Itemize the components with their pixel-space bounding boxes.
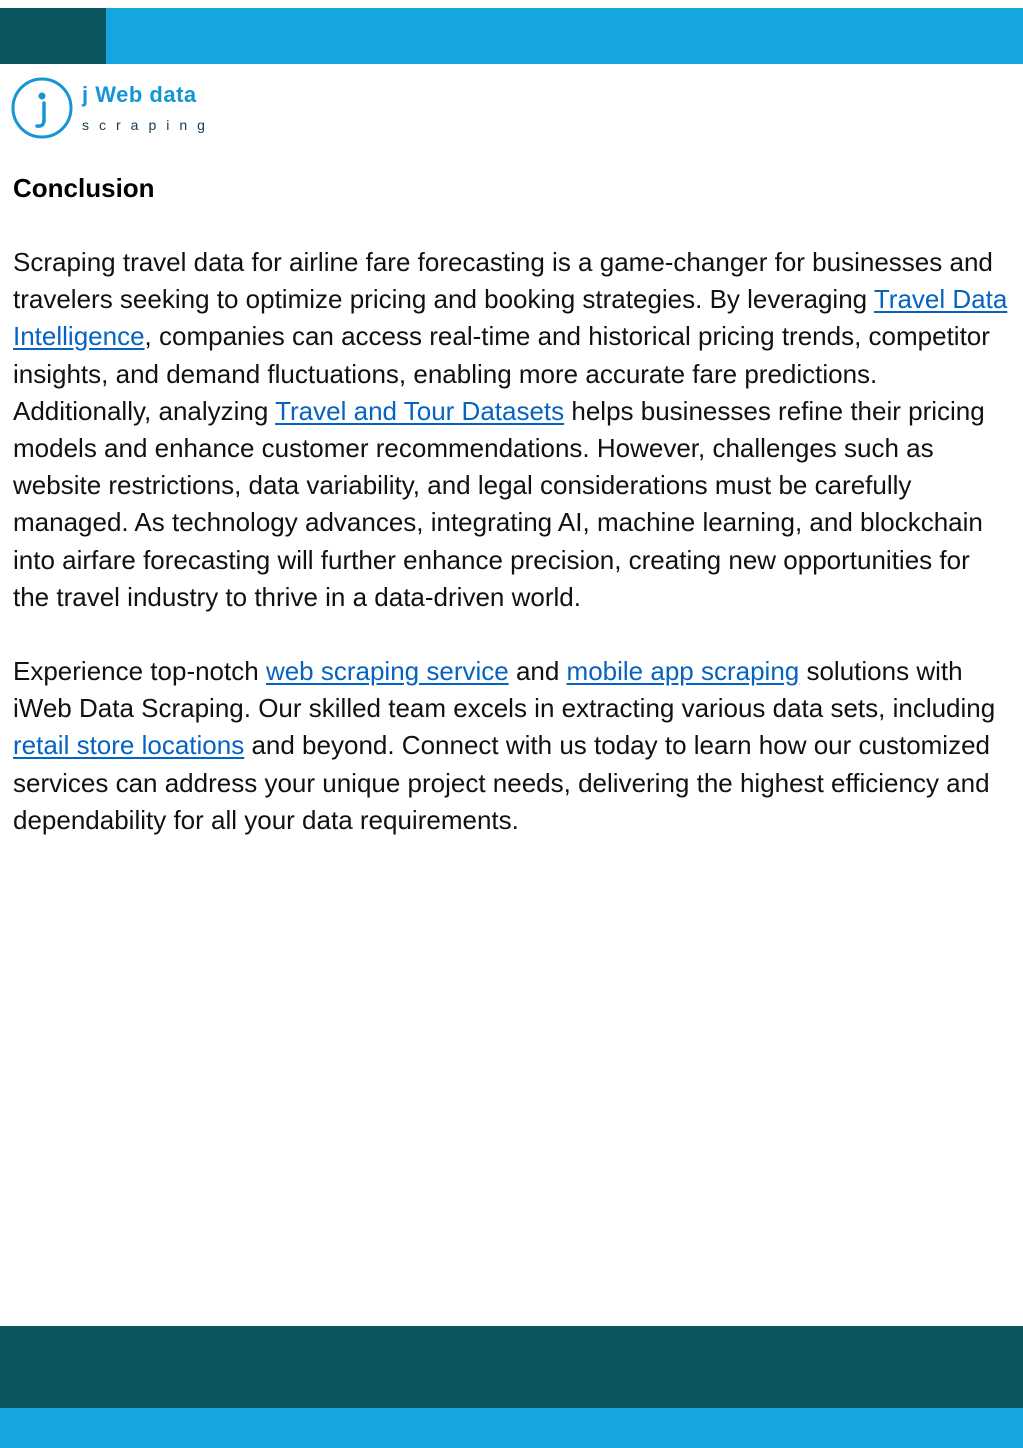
para1-text-2: , companies can access real-time and historical pricing trends, competitor insights, and demand fluctuations, enabling more accurate fare predictions. Additionally, analyzing bbox=[13, 321, 990, 426]
iweb-circle-logo-icon bbox=[10, 76, 74, 140]
logo-name-text: Web data bbox=[95, 82, 197, 107]
footer-bar bbox=[0, 1408, 1023, 1448]
cta-paragraph bbox=[13, 653, 1013, 839]
para2-text-3: solutions with iWeb Data Scraping. Our skilled team excels in extracting various data sets, including bbox=[13, 656, 996, 724]
footer-band bbox=[0, 1326, 1023, 1408]
header-accent-block bbox=[0, 8, 106, 64]
logo-tagline: scraping bbox=[82, 117, 215, 133]
header-bar bbox=[0, 8, 1023, 64]
logo-name-prefix: j bbox=[82, 82, 89, 107]
para2-text-1: Experience top-notch bbox=[13, 656, 266, 687]
iweb-data-scraping-logo bbox=[10, 74, 230, 148]
document-body bbox=[13, 170, 1013, 839]
section-heading: Conclusion bbox=[13, 173, 155, 203]
web-scraping-service-link[interactable]: web scraping service bbox=[265, 656, 509, 687]
para1-text-3: helps businesses refine their pricing models and enhance customer recommendations. However, challenges such as website restrictions, data variability, and legal considerations must be carefully managed. As technology advances, integrating AI, machine learning, and blockchain into airfare forecasting will further enhance precision, creating new opportunities for the travel industry to thrive in a data-driven world. bbox=[13, 395, 985, 612]
conclusion-paragraph bbox=[13, 244, 1013, 616]
logo-wordmark bbox=[82, 82, 232, 142]
para2-text-2: and bbox=[508, 656, 567, 687]
travel-and-tour-datasets-link[interactable]: Travel and Tour Datasets bbox=[275, 395, 565, 426]
retail-store-locations-link[interactable]: retail store locations bbox=[13, 730, 245, 761]
mobile-app-scraping-link[interactable]: mobile app scraping bbox=[566, 656, 800, 687]
travel-data-intelligence-link[interactable]: Travel Data Intelligence bbox=[13, 284, 1008, 352]
para1-text-1: Scraping travel data for airline fare forecasting is a game-changer for businesses and travelers seeking to optimize pricing and booking strategies. By leveraging bbox=[13, 247, 993, 315]
para2-text-4: and beyond. Connect with us today to learn how our customized services can address your unique project needs, delivering the highest efficiency and dependability for all your data requirements. bbox=[13, 730, 991, 835]
logo-name bbox=[82, 82, 197, 108]
